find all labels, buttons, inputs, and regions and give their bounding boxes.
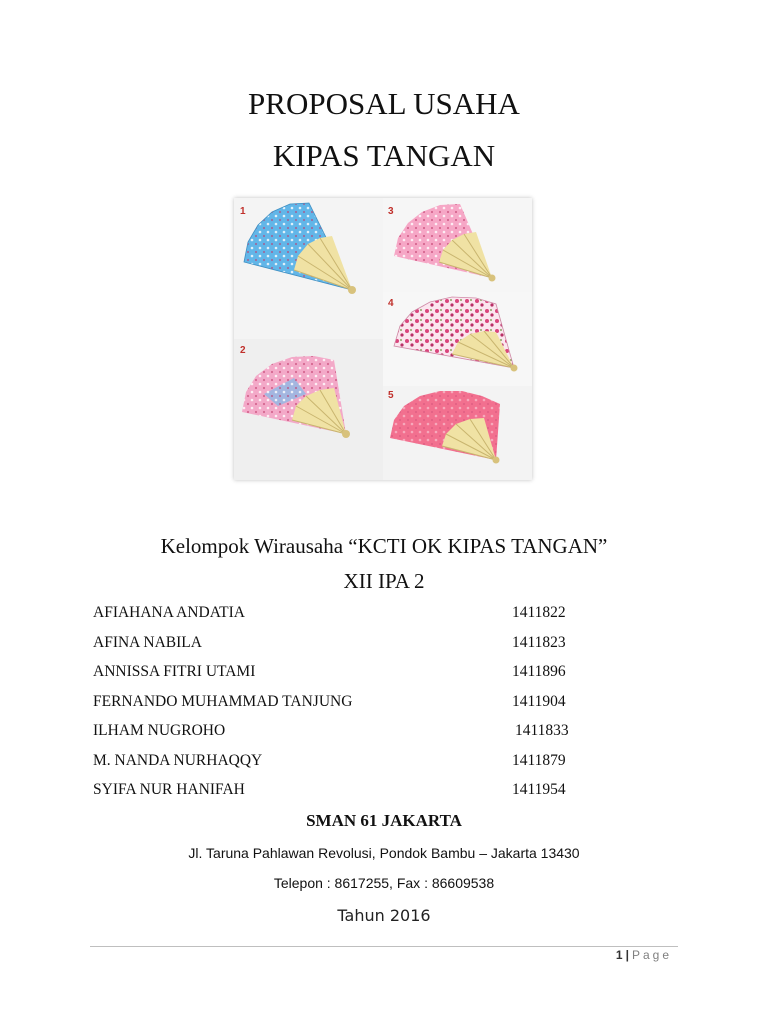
list-item	[93, 722, 593, 752]
list-item	[93, 663, 593, 693]
fan-label-1: 1	[240, 206, 246, 217]
list-item	[93, 693, 593, 723]
member-list	[93, 604, 593, 811]
title-line-2: KIPAS TANGAN	[272, 138, 496, 173]
member-name: ANNISSA FITRI UTAMI	[93, 663, 256, 680]
fan-label-2: 2	[240, 345, 246, 356]
fan-label-5: 5	[388, 390, 394, 401]
member-nis: 1411879	[512, 751, 566, 769]
fan-label-3: 3	[388, 206, 394, 217]
list-item	[93, 634, 593, 664]
member-nis: 1411823	[512, 633, 566, 651]
member-nis: 1411822	[512, 604, 566, 621]
school-name: SMAN 61 JAKARTA	[306, 811, 462, 830]
fan-product-image	[234, 198, 532, 480]
year-text: Tahun 2016	[337, 906, 431, 925]
list-item	[93, 604, 593, 634]
member-nis: 1411904	[512, 692, 566, 710]
page-number: 1	[615, 948, 623, 962]
page-footer	[616, 948, 672, 962]
member-name: FERNANDO MUHAMMAD TANJUNG	[93, 692, 353, 710]
school-phone: Telepon : 8617255, Fax : 86609538	[273, 875, 495, 891]
member-name: M. NANDA NURHAQQY	[93, 751, 263, 769]
footer-divider	[90, 946, 678, 947]
school-address: Jl. Taruna Pahlawan Revolusi, Pondok Bambu – Jakarta 13430	[188, 845, 580, 861]
list-item	[93, 752, 593, 782]
list-item	[93, 781, 593, 811]
member-name: ILHAM NUGROHO	[93, 722, 226, 739]
member-name: SYIFA NUR HANIFAH	[93, 781, 245, 798]
fan-label-4: 4	[388, 298, 394, 309]
member-name: AFINA NABILA	[93, 633, 202, 651]
member-nis: 1411833	[515, 722, 569, 739]
member-nis: 1411896	[512, 663, 566, 680]
page-label: Page	[631, 948, 672, 962]
title-line-1: PROPOSAL USAHA	[248, 86, 520, 121]
member-nis: 1411954	[512, 781, 566, 798]
class-name: XII IPA 2	[343, 569, 425, 593]
group-name: Kelompok Wirausaha “KCTI OK KIPAS TANGAN”	[160, 534, 608, 558]
member-name: AFIAHANA ANDATIA	[93, 604, 245, 621]
page-separator: |	[625, 948, 629, 962]
